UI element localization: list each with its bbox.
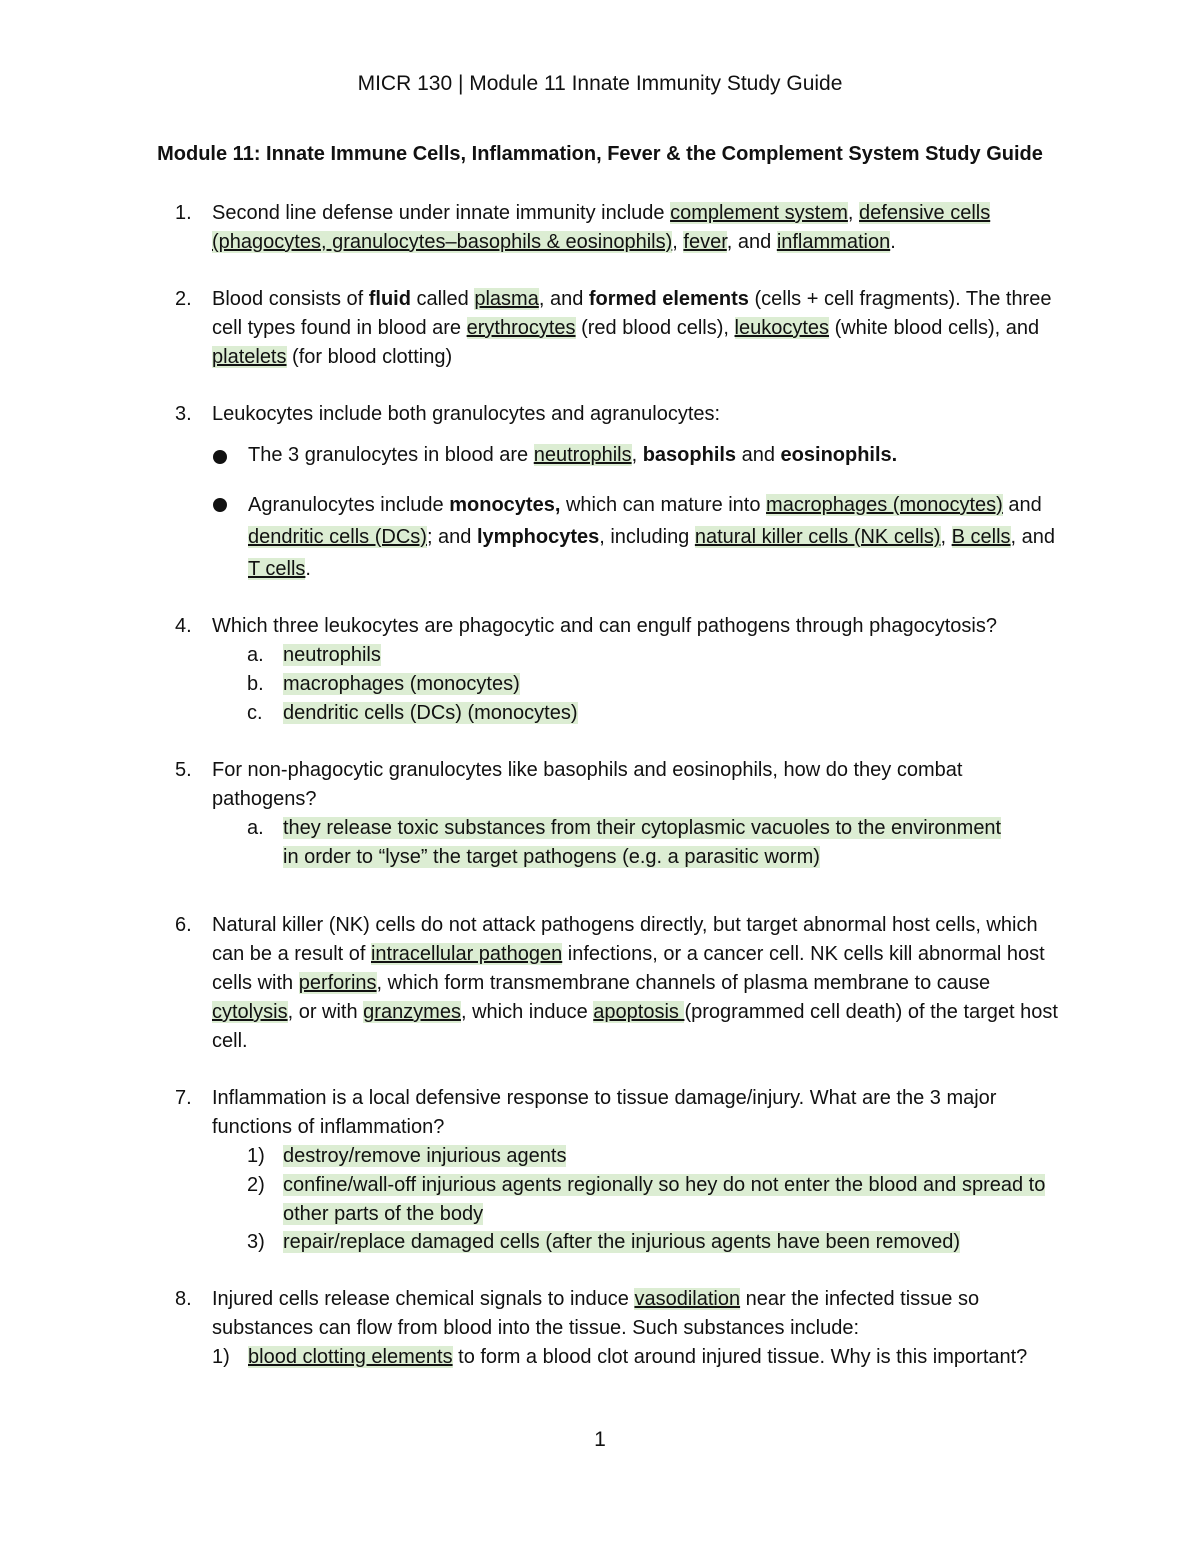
bullet-icon — [213, 498, 227, 512]
question-6 — [175, 911, 1065, 1056]
answer-item: b. macrophages (monocytes) — [247, 673, 520, 695]
answer-highlight: granzymes — [363, 1001, 461, 1023]
answer-highlight: fever — [683, 231, 727, 253]
question-number: 5. — [175, 759, 192, 781]
question-number: 6. — [175, 914, 192, 936]
question-text: Injured cells release chemical signals to induce vasodilation near the infected tissue so substances can flow from blood into the tissue. Such substances include: — [212, 1288, 980, 1339]
answer-highlight: apoptosis — [593, 1001, 685, 1023]
answer-highlight: cytolysis — [212, 1001, 288, 1023]
bullet-icon — [213, 450, 227, 464]
answer-highlight: dendritic cells (DCs) — [248, 526, 427, 548]
answer-item: 1) blood clotting elements to form a blood clot around injured tissue. Why is this important? — [212, 1346, 1028, 1368]
question-text: Inflammation is a local defensive response to tissue damage/injury. What are the 3 major functions of inflammation? — [212, 1087, 997, 1138]
answer-highlight: intracellular pathogen — [370, 943, 563, 965]
answer-highlight: defensive cells (phagocytes, granulocytes–basophils & eosinophils) — [212, 202, 991, 253]
question-number: 1. — [175, 202, 192, 224]
answer-highlight: B cells — [951, 526, 1011, 548]
question-3 — [175, 400, 1065, 429]
answer-highlight: inflammation — [776, 231, 891, 253]
answer-highlight: complement system — [670, 202, 848, 224]
answer-highlight: T cells — [248, 558, 306, 580]
answer-item: 2) confine/wall-off injurious agents regionally so hey do not enter the blood and spread to other parts of the body — [247, 1174, 1046, 1225]
answer-highlight: macrophages (monocytes) — [766, 494, 1003, 516]
answer-item: c. dendritic cells (DCs) (monocytes) — [247, 702, 578, 724]
answer-highlight: dendritic cells (DCs) (monocytes) — [283, 702, 578, 724]
question-5 — [175, 756, 1035, 814]
question-4 — [175, 612, 1065, 641]
answer-highlight: neutrophils — [283, 644, 381, 666]
question-number: 8. — [175, 1288, 192, 1310]
bullet-granulocytes: The 3 granulocytes in blood are neutrophils, basophils and eosinophils. — [213, 441, 1073, 470]
answer-highlight: leukocytes — [734, 317, 830, 339]
question-7 — [175, 1084, 1065, 1142]
question-number: 3. — [175, 403, 192, 425]
answer-highlight: natural killer cells (NK cells) — [694, 526, 941, 548]
answer-highlight: neutrophils — [533, 444, 632, 466]
answer-highlight: destroy/remove injurious agents — [283, 1145, 567, 1167]
document-title: Module 11: Innate Immune Cells, Inflammation, Fever & the Complement System Study Guide — [157, 143, 1043, 165]
page-header: MICR 130 | Module 11 Innate Immunity Study Guide — [357, 72, 843, 95]
answer-highlight: they release toxic substances from their cytoplasmic vacuoles to the environment in order to “lyse” the target pathogens (e.g. a parasitic worm) — [283, 817, 1002, 868]
answer-highlight: confine/wall-off injurious agents regionally so hey do not enter the blood and spread to other parts of the body — [283, 1174, 1046, 1225]
question-text: For non-phagocytic granulocytes like basophils and eosinophils, how do they combat pathogens? — [212, 759, 963, 810]
question-number: 4. — [175, 615, 192, 637]
page-number: 1 — [594, 1428, 606, 1451]
question-text: Which three leukocytes are phagocytic and can engulf pathogens through phagocytosis? — [212, 615, 997, 637]
question-text: Blood consists of fluid called plasma, and formed elements (cells + cell fragments). The three cell types found in blood are erythrocytes (red blood cells), leukocytes (white blood cells), and platelets (for blood clotting) — [212, 288, 1052, 368]
question-number: 2. — [175, 288, 192, 310]
answer-highlight: plasma — [474, 288, 539, 310]
question-2 — [175, 285, 1065, 372]
answer-highlight: repair/replace damaged cells (after the injurious agents have been removed) — [283, 1231, 961, 1253]
question-number: 7. — [175, 1087, 192, 1109]
answer-highlight: platelets — [212, 346, 287, 368]
answer-item: a. they release toxic substances from their cytoplasmic vacuoles to the environment in order to “lyse” the target pathogens (e.g. a parasitic worm) — [247, 817, 1002, 868]
answer-highlight: blood clotting elements — [248, 1346, 453, 1368]
answer-item: a. neutrophils — [247, 644, 381, 666]
question-1 — [175, 199, 1065, 257]
answer-highlight: perforins — [298, 972, 377, 994]
bullet-agranulocytes: Agranulocytes include monocytes, which can mature into macrophages (monocytes) and dendritic cells (DCs); and lymphocytes, including natural killer cells (NK cells), B cells, and T cells. — [213, 489, 1073, 585]
answer-item: 3) repair/replace damaged cells (after the injurious agents have been removed) — [247, 1231, 961, 1253]
question-text: Second line defense under innate immunity include complement system, defensive cells (phagocytes, granulocytes–basophils & eosinophils), fever, and inflammation. — [212, 202, 991, 253]
question-8 — [175, 1285, 1065, 1343]
answer-highlight: macrophages (monocytes) — [283, 673, 520, 695]
answer-highlight: erythrocytes — [466, 317, 576, 339]
answer-highlight: vasodilation — [634, 1288, 741, 1310]
question-text: Leukocytes include both granulocytes and agranulocytes: — [212, 403, 721, 425]
question-text: Natural killer (NK) cells do not attack pathogens directly, but target abnormal host cells, which can be a result of intracellular pathogen infections, or a cancer cell. NK cells kill abnormal host cells with perforins, which form transmembrane channels of plasma membrane to cause cytolysis, or with granzymes, which induce apoptosis (programmed cell death) of the target host cell. — [212, 914, 1058, 1052]
answer-item: 1) destroy/remove injurious agents — [247, 1145, 567, 1167]
